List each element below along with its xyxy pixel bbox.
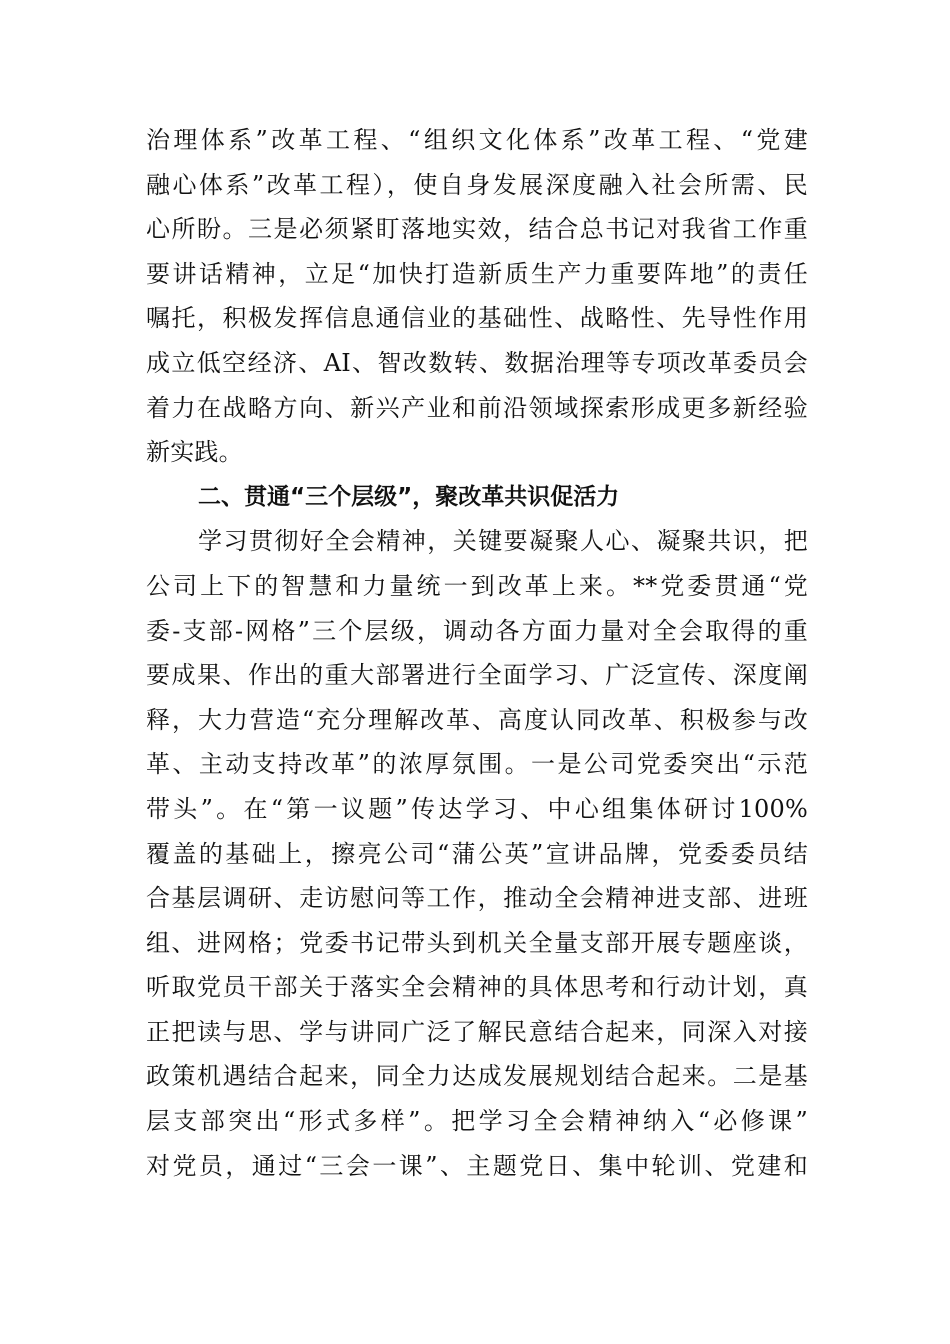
text-line: 委-支部-网格”三个层级，调动各方面力量对全会取得的重: [146, 616, 808, 645]
text-line: 成立低空经济、AI、智改数转、数据治理等专项改革委员会: [146, 348, 808, 377]
text-line: 带头”。在“第一议题”传达学习、中心组集体研讨100%: [146, 794, 808, 823]
text-line: 着力在战略方向、新兴产业和前沿领域探索形成更多新经验: [146, 393, 808, 422]
text-line: 心所盼。三是必须紧盯落地实效，结合总书记对我省工作重: [146, 215, 808, 244]
text-line: 组、进网格；党委书记带头到机关全量支部开展专题座谈，: [146, 928, 808, 957]
text-line: 革、主动支持改革”的浓厚氛围。一是公司党委突出“示范: [146, 750, 808, 779]
text-line: 要成果、作出的重大部署进行全面学习、广泛宣传、深度阐: [146, 661, 808, 690]
text-line: 新实践。: [146, 438, 243, 467]
paragraph-continuation: [146, 118, 808, 475]
text-line: 正把读与思、学与讲同广泛了解民意结合起来，同深入对接: [146, 1017, 808, 1046]
paragraph-body: [146, 519, 808, 1188]
text-line: 对党员，通过“三会一课”、主题党日、集中轮训、党建和: [146, 1151, 808, 1180]
section-heading: 二、贯通“三个层级”，聚改革共识促活力: [198, 483, 620, 510]
text-line: 层支部突出“形式多样”。把学习全会精神纳入“必修课”: [146, 1107, 808, 1136]
text-line: 学习贯彻好全会精神，关键要凝聚人心、凝聚共识，把: [198, 527, 808, 556]
text-line: 要讲话精神，立足“加快打造新质生产力重要阵地”的责任: [146, 259, 808, 288]
text-line: 治理体系”改革工程、“组织文化体系”改革工程、“党建: [146, 126, 808, 154]
text-line: 合基层调研、走访慰问等工作，推动全会精神进支部、进班: [146, 884, 808, 913]
text-line: 公司上下的智慧和力量统一到改革上来。**党委贯通“党: [146, 571, 808, 600]
document-body: [146, 118, 808, 1188]
text-line: 嘱托，积极发挥信息通信业的基础性、战略性、先导性作用: [146, 304, 808, 333]
text-line: 政策机遇结合起来，同全力达成发展规划结合起来。二是基: [146, 1062, 808, 1091]
text-line: 听取党员干部关于落实全会精神的具体思考和行动计划，真: [146, 973, 808, 1002]
text-line: 覆盖的基础上，擦亮公司“蒲公英”宣讲品牌，党委委员结: [146, 839, 808, 868]
text-line: 释，大力营造“充分理解改革、高度认同改革、积极参与改: [146, 705, 808, 734]
text-line: 融心体系”改革工程），使自身发展深度融入社会所需、民: [146, 170, 808, 199]
